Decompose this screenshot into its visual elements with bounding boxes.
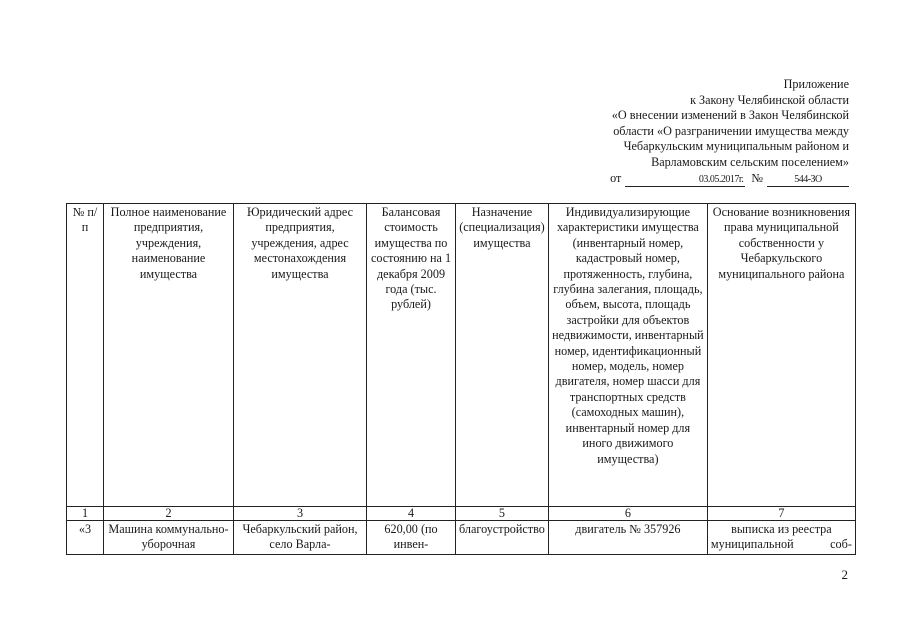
column-number-cell: 7 [707, 507, 855, 521]
row-characteristics-cell: двигатель № 357926 [548, 521, 707, 555]
column-number-cell: 2 [104, 507, 234, 521]
column-number-cell: 4 [367, 507, 456, 521]
column-number-cell: 1 [67, 507, 104, 521]
date-label: от [610, 170, 622, 185]
header-line-3: «О внесении изменений в Закон Челябинской [611, 108, 849, 123]
header-cell-address: Юридический адрес предприятия, учреждения, адрес местонахождения имущества [234, 204, 367, 507]
header-cell-basis: Основание возникновения права муниципальной собственности у Чебаркульского муниципального района [707, 204, 855, 507]
row-value-cell: 620,00 (по инвен- [367, 521, 456, 555]
header-cell-name: Полное наименование предприятия, учреждения, наименование имущества [104, 204, 234, 507]
header-cell-number: № п/п [67, 204, 104, 507]
property-table [66, 203, 856, 555]
table-row [67, 521, 856, 555]
row-basis-cell: выписка из реестра муниципальной соб- [707, 521, 855, 555]
header-line-4: области «О разграничении имущества между [613, 123, 849, 138]
page-number: 2 [841, 567, 848, 582]
date-value: 03.05.2017г. [625, 174, 745, 187]
header-cell-value: Балансовая стоимость имущества по состоянию на 1 декабря 2009 года (тыс. рублей) [367, 204, 456, 507]
number-value: 544-ЗО [767, 174, 849, 187]
column-number-cell: 5 [456, 507, 549, 521]
number-label: № [751, 170, 763, 185]
row-number-cell: «3 [67, 521, 104, 555]
header-line-5: Чебаркульским муниципальным районом и [623, 139, 849, 154]
table-header-row [67, 204, 856, 507]
header-cell-characteristics: Индивидуализирующие характеристики имущества (инвентарный номер, кадастровый номер, протяженность, глубина, глубина залегания, площадь, объем, высота, площадь застройки для объектов недвижимости, инвентарный номер, идентификационный номер, модель, номер двигателя, номер шасси для транспортных средств (самоходных машин), инвентарный номер для иного движимого имущества) [548, 204, 707, 507]
column-number-cell: 6 [548, 507, 707, 521]
row-purpose-cell: благоустройство [456, 521, 549, 555]
header-line-2: к Закону Челябинской области [690, 92, 849, 107]
date-number-line [549, 171, 849, 187]
row-name-cell: Машина коммунально-уборочная [104, 521, 234, 555]
header-cell-purpose: Назначение (специализация) имущества [456, 204, 549, 507]
column-number-row [67, 507, 856, 521]
header-line-6: Варламовским сельским поселением» [651, 154, 849, 169]
row-address-cell: Чебаркульский район, село Варла- [234, 521, 367, 555]
document-header [549, 77, 849, 187]
header-line-1: Приложение [783, 77, 849, 91]
column-number-cell: 3 [234, 507, 367, 521]
